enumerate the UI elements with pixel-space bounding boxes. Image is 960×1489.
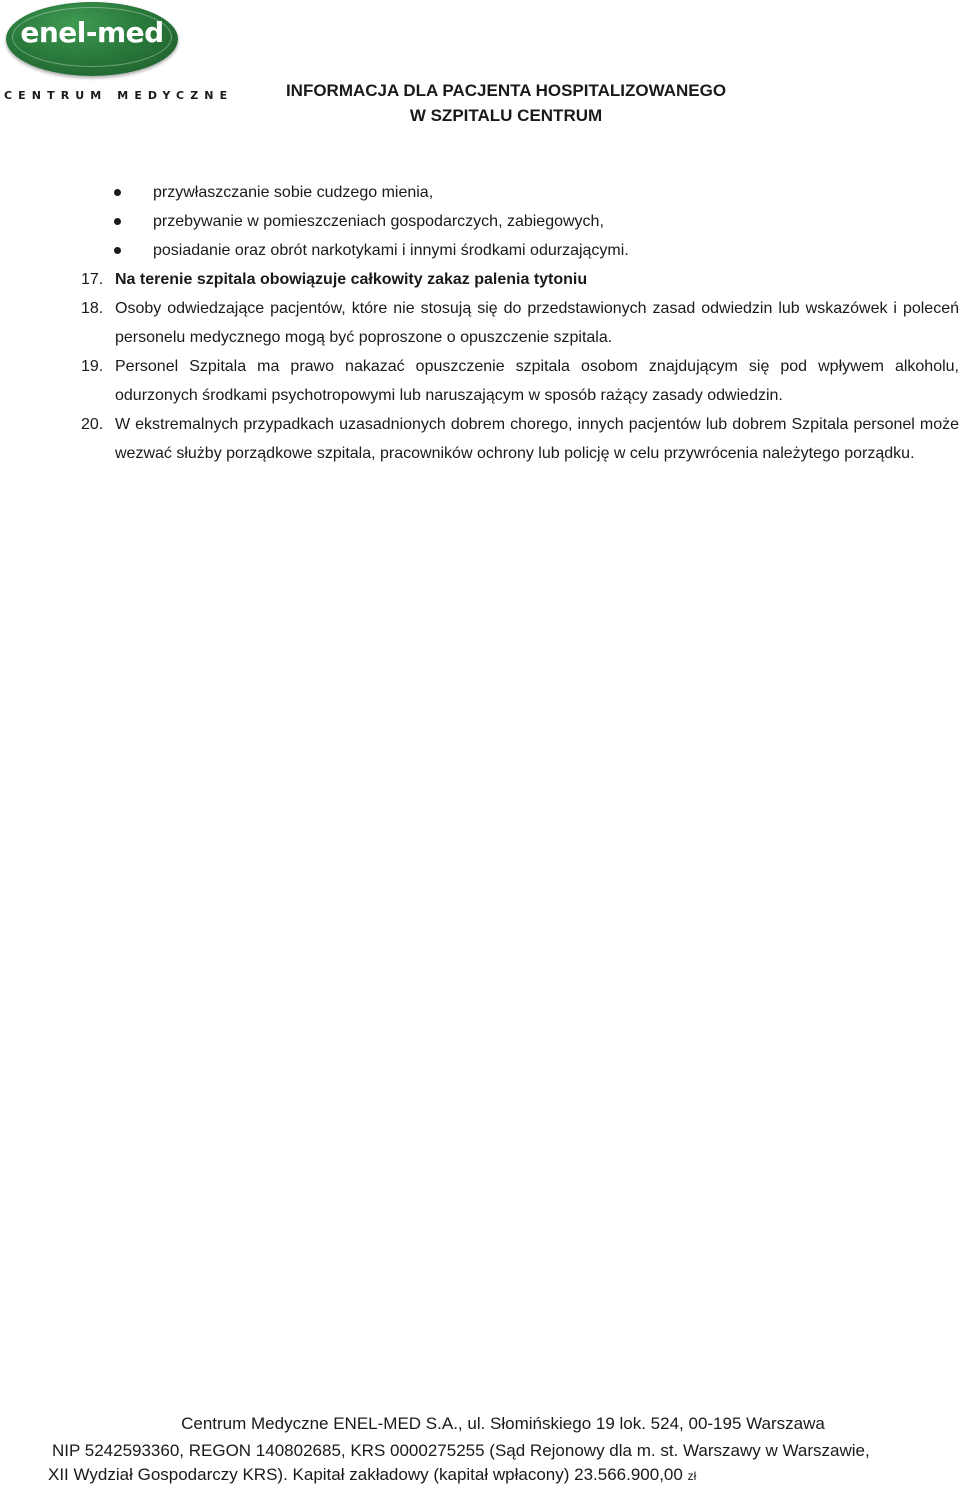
item-number: 17.: [81, 271, 104, 288]
item-number: 20.: [81, 416, 104, 433]
document-body: [0, 178, 960, 468]
page-header: [0, 0, 960, 140]
item-text: Osoby odwiedzające pacjentów, które nie stosują się do przedstawionych zasad odwiedzin lub wskazówek i poleceń personelu medycznego mogą być poproszone o opuszczenie szpitala.: [115, 300, 959, 346]
bullet-text: posiadanie oraz obrót narkotykami i innymi środkami odurzającymi.: [153, 242, 629, 259]
footer-currency: zł: [687, 1469, 697, 1483]
item-text: W ekstremalnych przypadkach uzasadnionych dobrem chorego, innych pacjentów lub dobrem Szpitala personel może wezwać służby porządkowe szpitala, pracowników ochrony lub policję w celu przywrócenia należytego porządku.: [115, 416, 959, 462]
numbered-item-17: [0, 265, 960, 294]
numbered-item-20: [0, 410, 960, 468]
item-text: Na terenie szpitala obowiązuje całkowity zakaz palenia tytoniu: [115, 271, 588, 288]
footer-address: Centrum Medyczne ENEL-MED S.A., ul. Słomińskiego 19 lok. 524, 00-195 Warszawa: [181, 1414, 825, 1433]
bullet-icon: [114, 218, 121, 225]
document-title-line2: W SZPITALU CENTRUM: [409, 106, 603, 125]
list-item: [0, 236, 960, 265]
bullet-icon: [114, 189, 121, 196]
bullet-text: przebywanie w pomieszczeniach gospodarczych, zabiegowych,: [153, 213, 604, 230]
footer-capital-text: XII Wydział Gospodarczy KRS). Kapitał zakładowy (kapitał wpłacony) 23.566.900,00: [48, 1465, 683, 1484]
enel-med-logo: [4, 2, 236, 102]
list-item: [0, 178, 960, 207]
item-number: 19.: [81, 358, 104, 375]
bullet-text: przywłaszczanie sobie cudzego mienia,: [153, 184, 434, 201]
document-title: [240, 78, 772, 128]
footer-registration: NIP 5242593360, REGON 140802685, KRS 0000275255 (Sąd Rejonowy dla m. st. Warszawy w Warszawie,: [52, 1441, 870, 1460]
numbered-item-18: [0, 294, 960, 352]
document-title-line1: INFORMACJA DLA PACJENTA HOSPITALIZOWANEGO: [285, 81, 727, 100]
item-text: Personel Szpitala ma prawo nakazać opuszczenie szpitala osobom znajdującym się pod wpływem alkoholu, odurzonych środkami psychotropowymi lub naruszającym w sposób rażący zasady odwiedzin.: [115, 358, 959, 404]
logo-subtitle: CENTRUM MEDYCZNE: [4, 89, 234, 102]
item-number: 18.: [81, 300, 104, 317]
list-item: [0, 207, 960, 236]
footer-capital: [48, 1465, 696, 1485]
logo-text: enel-med: [20, 16, 164, 49]
bullet-icon: [114, 247, 121, 254]
numbered-item-19: [0, 352, 960, 410]
